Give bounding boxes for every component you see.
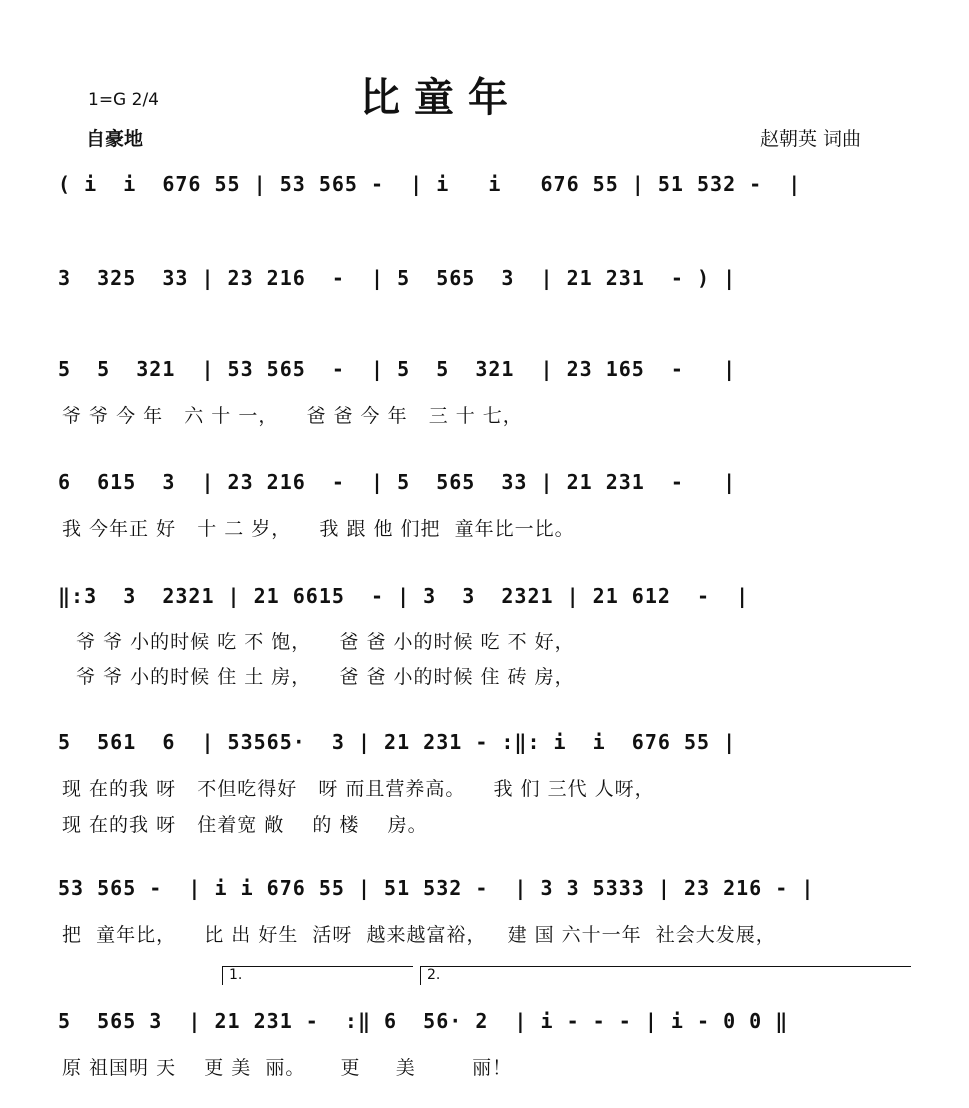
- key-signature: 1=G 2/4: [88, 90, 159, 110]
- notation-line-8: 5 565 3 | 21 231 - :‖ 6 56· 2 | i - - - | i - 0 0 ‖: [58, 1009, 789, 1033]
- notation-line-5: ‖:3 3 2321 | 21 6615 - | 3 3 2321 | 21 612 - |: [58, 584, 750, 608]
- lyric-line: 爷 爷 小的时候 住 土 房， 爸 爸 小的时候 住 砖 房，: [62, 666, 575, 688]
- lyric-line: 原 祖国明 天 更 美 丽。 更 美 丽！: [62, 1057, 513, 1079]
- lyric-line: 现 在的我 呀 住着宽 敞 的 楼 房。: [62, 814, 428, 836]
- song-title: 比童年: [360, 74, 522, 121]
- notation-line-1: ( i i 676 55 | 53 565 - | i i 676 55 | 51 532 - |: [58, 172, 802, 196]
- lyric-line: 爷 爷 今 年 六 十 一， 爸 爸 今 年 三 十 七，: [62, 405, 523, 427]
- author-credit: 赵朝英 词曲: [760, 128, 862, 150]
- tempo-marking: 自豪地: [86, 128, 144, 150]
- second-ending-bracket: [420, 966, 911, 985]
- lyric-line: 把 童年比， 比 出 好生 活呀 越来越富裕， 建 国 六十一年 社会大发展，: [62, 924, 776, 946]
- notation-line-2: 3 325 33 | 23 216 - | 5 565 3 | 21 231 - ) |: [58, 266, 737, 290]
- first-ending-label: 1.: [229, 967, 243, 983]
- first-ending-bracket: [222, 966, 413, 985]
- second-ending-label: 2.: [427, 967, 441, 983]
- notation-line-6: 5 561 6 | 53565· 3 | 21 231 - :‖: i i 676 55 |: [58, 730, 737, 754]
- lyric-line: 我 今年正 好 十 二 岁， 我 跟 他 们把 童年比一比。: [62, 518, 575, 540]
- notation-line-4: 6 615 3 | 23 216 - | 5 565 33 | 21 231 - |: [58, 470, 737, 494]
- notation-line-7: 53 565 - | i i 676 55 | 51 532 - | 3 3 5333 | 23 216 - |: [58, 876, 815, 900]
- notation-line-3: 5 5 321 | 53 565 - | 5 5 321 | 23 165 - |: [58, 357, 737, 381]
- lyric-line: 爷 爷 小的时候 吃 不 饱， 爸 爸 小的时候 吃 不 好，: [62, 631, 575, 653]
- lyric-line: 现 在的我 呀 不但吃得好 呀 而且营养高。 我 们 三代 人呀，: [62, 778, 655, 800]
